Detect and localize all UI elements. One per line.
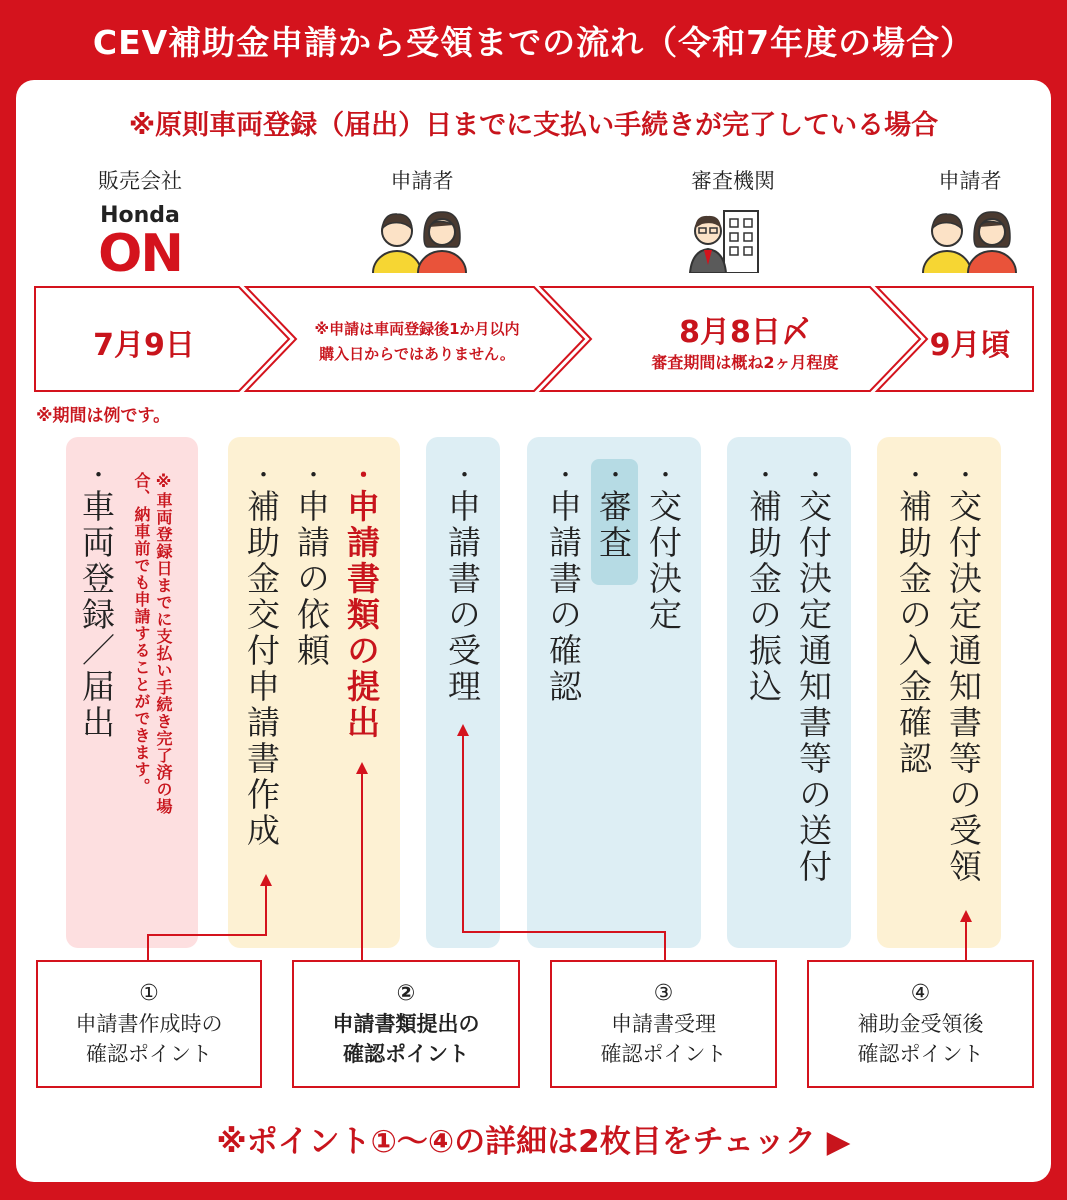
page-title: CEV補助金申請から受領までの流れ（令和7年度の場合） <box>92 22 975 62</box>
bullet: ・ <box>82 462 110 489</box>
step-application-acceptance: ・申請書の受理 <box>443 462 482 705</box>
point-4-number: ④ <box>910 981 931 1006</box>
point-4-box <box>807 960 1034 1088</box>
timeline-date-deadline: 8月8日〆 <box>679 315 811 350</box>
step-vehicle-registration: ・車両登録／届出 <box>77 462 116 741</box>
timeline-review-period-note: 審査期間は概ね2ヶ月程度 <box>651 353 839 372</box>
point-3-line1: 申請書受理 <box>611 1012 716 1036</box>
subtitle: ※原則車両登録（届出）日までに支払い手続きが完了している場合 <box>128 110 939 141</box>
step-subsidy-transfer: ・補助金の振込 <box>744 462 783 705</box>
step-notice-receipt: ・交付決定通知書等の受領 <box>944 462 983 885</box>
point-3-box <box>550 960 777 1088</box>
timeline-date-receipt: 9月頃 <box>929 328 1011 363</box>
role-review-agency: 審査機関 <box>691 169 775 193</box>
footer-check-details: ※ポイント①〜④の詳細は2枚目をチェック ▶ <box>216 1124 851 1160</box>
step-deposit-confirmation: ・補助金の入金確認 <box>894 462 933 777</box>
applicant-people-icon <box>370 203 470 273</box>
role-applicant-2: 申請者 <box>938 169 1002 193</box>
step-application-creation: ・補助金交付申請書作成 <box>242 462 281 849</box>
role-dealer: 販売会社 <box>98 169 182 193</box>
point-2-line2: 確認ポイント <box>343 1042 469 1066</box>
honda-logo-text: Honda <box>100 203 180 228</box>
timeline-application-note-2: 購入日からではありません。 <box>319 345 515 363</box>
step-notice-sending: ・交付決定通知書等の送付 <box>794 462 833 885</box>
timeline-application-note-1: ※申請は車両登録後1か月以内 <box>314 320 520 338</box>
step-document-submission: ・申請書類の提出 <box>342 462 381 741</box>
dealer-note: ※車両登録日までに支払い手続き完了済の場合、納車前でも申請することができます。 <box>132 472 173 815</box>
step-application-request: ・申請の依頼 <box>292 462 331 669</box>
point-4-line2: 確認ポイント <box>857 1042 984 1066</box>
point-2-line1: 申請書類提出の <box>332 1012 480 1036</box>
point-1-box <box>36 960 262 1088</box>
point-1-line1: 申請書作成時の <box>75 1012 223 1036</box>
role-applicant-1: 申請者 <box>390 169 454 193</box>
point-1-number: ① <box>139 981 159 1006</box>
point-2-box <box>292 960 520 1088</box>
review-officer-building-icon <box>686 203 786 273</box>
point-4-line1: 補助金受領後 <box>857 1012 984 1036</box>
step-grant-decision: ・交付決定 <box>644 462 683 633</box>
point-3-line2: 確認ポイント <box>600 1042 727 1066</box>
honda-on-logo: ON <box>98 224 182 284</box>
timeline-date-registration: 7月9日 <box>93 328 195 363</box>
applicant-people-icon-2 <box>920 203 1020 273</box>
step-review: ・審査 <box>594 462 633 561</box>
step-application-check: ・申請書の確認 <box>544 462 583 705</box>
point-1-line2: 確認ポイント <box>86 1042 212 1066</box>
period-note: ※期間は例です。 <box>36 406 171 426</box>
point-3-number: ③ <box>653 981 674 1006</box>
point-2-number: ② <box>396 981 416 1006</box>
